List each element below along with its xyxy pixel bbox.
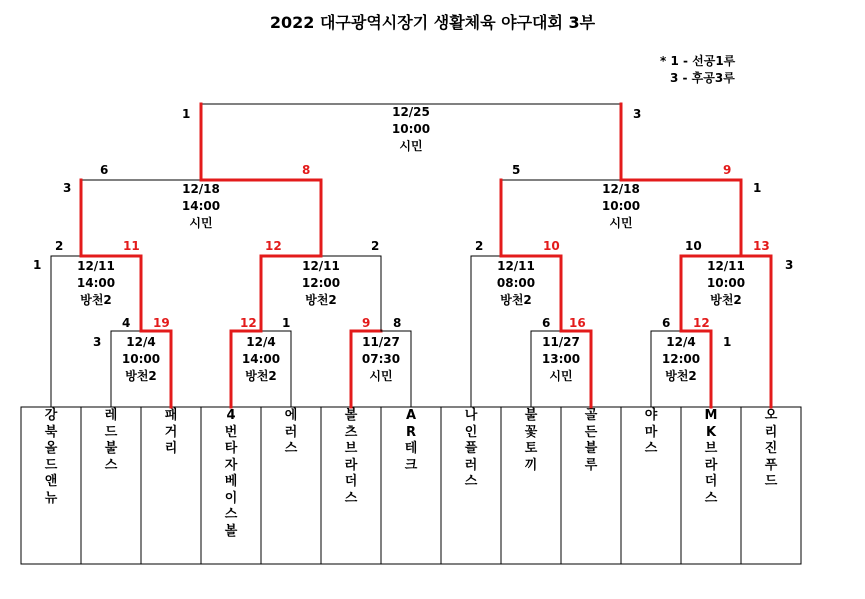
team-name [201,408,261,540]
team-name-char: 번 [224,424,238,440]
team-name-char: 스 [704,490,718,506]
team-name-char: 플 [464,441,478,456]
team-name-char: 브 [344,441,358,456]
score-label: 8 [393,316,402,330]
team-name-char: 더 [704,474,718,489]
team-name-char: 스 [284,441,298,456]
game-time: 14:00 [241,352,281,366]
team-name-char: 앤 [44,474,58,489]
team-name-char: 불 [524,408,538,423]
score-label: 2 [475,239,484,253]
game-date: 12/11 [77,259,115,273]
team-name-char: 인 [464,424,478,440]
game-r1a [122,334,160,385]
team-name-char: 스 [464,474,478,489]
score-label: 9 [723,163,732,177]
score-label: 5 [512,163,521,177]
game-time: 10:00 [391,122,431,136]
score-label: 10 [685,239,702,253]
team-name-char: 골 [584,408,598,423]
game-sf2 [602,181,640,232]
team-name [81,408,141,474]
score-label: 6 [662,316,671,330]
score-label: 3 [63,181,72,195]
team-name-char: 스 [344,490,358,506]
team-name [261,408,321,458]
game-date: 11/27 [542,335,580,349]
team-name-char: 나 [464,408,478,423]
team-name-char: 패 [164,408,178,423]
game-time: 10:00 [601,199,641,213]
team-name-char: 볼 [224,523,238,539]
team-name [501,408,561,474]
team-name-char: A [405,408,417,423]
game-venue: 시민 [549,369,573,383]
score-label: 2 [371,239,380,253]
team-name-char: 타 [224,441,238,456]
team-cell [741,408,801,564]
game-date: 12/11 [302,259,340,273]
team-name-char: 푸 [764,457,778,473]
team-name-char: 토 [524,441,538,456]
score-label: 3 [93,335,102,349]
team-name-char: 드 [104,424,118,440]
score-label: 3 [785,258,794,272]
team-name-char: 크 [404,457,418,473]
game-r1c [362,334,400,385]
team-name-char: 라 [344,457,358,473]
team-cell [141,408,201,564]
score-label: 12 [693,316,710,330]
team-name-char: 드 [44,457,58,473]
team-name-char: 리 [764,424,778,440]
team-name-char: 볼 [344,408,358,423]
team-name-char: 거 [164,424,178,440]
team-name-char: M [704,408,718,423]
team-name-char: K [705,424,717,440]
team-name-char: 스 [224,507,238,522]
team-name-char: 더 [344,474,358,489]
team-name-char: 마 [644,424,658,440]
score-label: 1 [33,258,42,272]
score-label: 1 [182,107,191,121]
team-name-char: 라 [704,457,718,473]
game-venue: 시민 [399,139,423,153]
score-label: 11 [123,239,140,253]
game-qf2 [302,258,340,309]
game-date: 12/4 [666,335,696,349]
score-label: 6 [542,316,551,330]
score-label: 4 [122,316,131,330]
team-name-char: 올 [44,441,58,456]
team-name-char: 오 [764,408,778,423]
game-time: 12:00 [301,276,341,290]
team-name-char: 레 [104,408,118,423]
game-venue: 시민 [609,216,633,230]
team-name [441,408,501,491]
team-name-char: 스 [644,441,658,456]
team-name [141,408,201,458]
team-name-char: 4 [226,408,236,423]
game-qf3 [497,258,535,309]
team-name [21,408,81,507]
team-cell [201,408,261,564]
game-time: 12:00 [661,352,701,366]
team-cell [81,408,141,564]
team-name-char: 츠 [344,424,358,440]
game-date: 12/11 [707,259,745,273]
score-label: 12 [265,239,282,253]
team-name-char: 북 [44,424,58,440]
score-label: 1 [723,335,732,349]
team-cell [621,408,681,564]
game-sf1 [182,181,220,232]
team-name-char: 루 [584,457,598,473]
game-time: 07:30 [361,352,401,366]
game-qf4 [707,258,745,309]
score-label: 2 [55,239,64,253]
team-name-char: 꽃 [524,424,538,440]
game-r1e [662,334,700,385]
team-name-char: 진 [764,441,778,456]
team-name-char: R [405,424,416,440]
game-time: 13:00 [541,352,581,366]
score-label: 6 [100,163,109,177]
game-venue: 방천2 [500,293,532,307]
team-name-char: 테 [404,441,418,456]
team-cell [261,408,321,564]
game-date: 12/18 [182,182,220,196]
game-venue: 방천2 [80,293,112,307]
game-r1d [542,334,580,385]
team-name-char: 드 [764,474,778,489]
page-title: 2022 대구광역시장기 생활체육 야구대회 3부 [269,13,596,32]
legend-line-2: 3 - 후공3루 [670,71,735,85]
score-label: 1 [282,316,291,330]
team-name-char: 야 [644,408,658,423]
game-qf1 [77,258,115,309]
team-name [681,408,741,507]
team-name-char: 불 [104,441,118,456]
game-date: 12/11 [497,259,535,273]
game-venue: 방천2 [710,293,742,307]
team-name-char: 이 [224,490,238,506]
team-name-char: 스 [104,457,118,473]
game-venue: 시민 [369,369,393,383]
team-name-char: 뉴 [44,490,58,506]
score-label: 10 [543,239,560,253]
team-cell [561,408,621,564]
team-name [321,408,381,507]
game-time: 14:00 [181,199,221,213]
game-time: 08:00 [496,276,536,290]
game-venue: 시민 [189,216,213,230]
game-venue: 방천2 [665,369,697,383]
game-date: 11/27 [362,335,400,349]
team-name-char: 블 [584,441,598,456]
team-name [741,408,801,491]
team-name-char: 강 [44,408,58,423]
game-r1b [242,334,280,385]
team-name [381,408,441,474]
team-cell [681,408,741,564]
team-name-char: 리 [164,441,178,456]
team-name-char: 러 [284,424,298,440]
team-name-char: 러 [464,457,478,473]
game-venue: 방천2 [125,369,157,383]
team-name-char: 에 [284,408,298,423]
score-label: 8 [302,163,311,177]
game-time: 10:00 [706,276,746,290]
team-cell [321,408,381,564]
score-label: 1 [753,181,762,195]
team-cell [441,408,501,564]
game-time: 14:00 [76,276,116,290]
game-venue: 방천2 [245,369,277,383]
game-date: 12/4 [126,335,156,349]
team-name-char: 브 [704,441,718,456]
game-time: 10:00 [121,352,161,366]
team-cell [21,408,81,564]
game-final [392,104,430,155]
score-label: 13 [753,239,770,253]
team-name-char: 자 [224,457,238,473]
game-date: 12/25 [392,105,430,119]
game-venue: 방천2 [305,293,337,307]
score-label: 19 [153,316,170,330]
score-label: 3 [633,107,642,121]
legend-line-1: * 1 - 선공1루 [660,54,736,68]
team-name-char: 베 [224,474,238,489]
team-cell [381,408,441,564]
score-label: 9 [362,316,371,330]
team-name [621,408,681,458]
game-date: 12/18 [602,182,640,196]
score-label: 12 [240,316,257,330]
team-cell [501,408,561,564]
team-name [561,408,621,474]
team-name-char: 든 [584,424,598,440]
team-name-char: 끼 [524,457,538,473]
score-label: 16 [569,316,586,330]
game-date: 12/4 [246,335,276,349]
